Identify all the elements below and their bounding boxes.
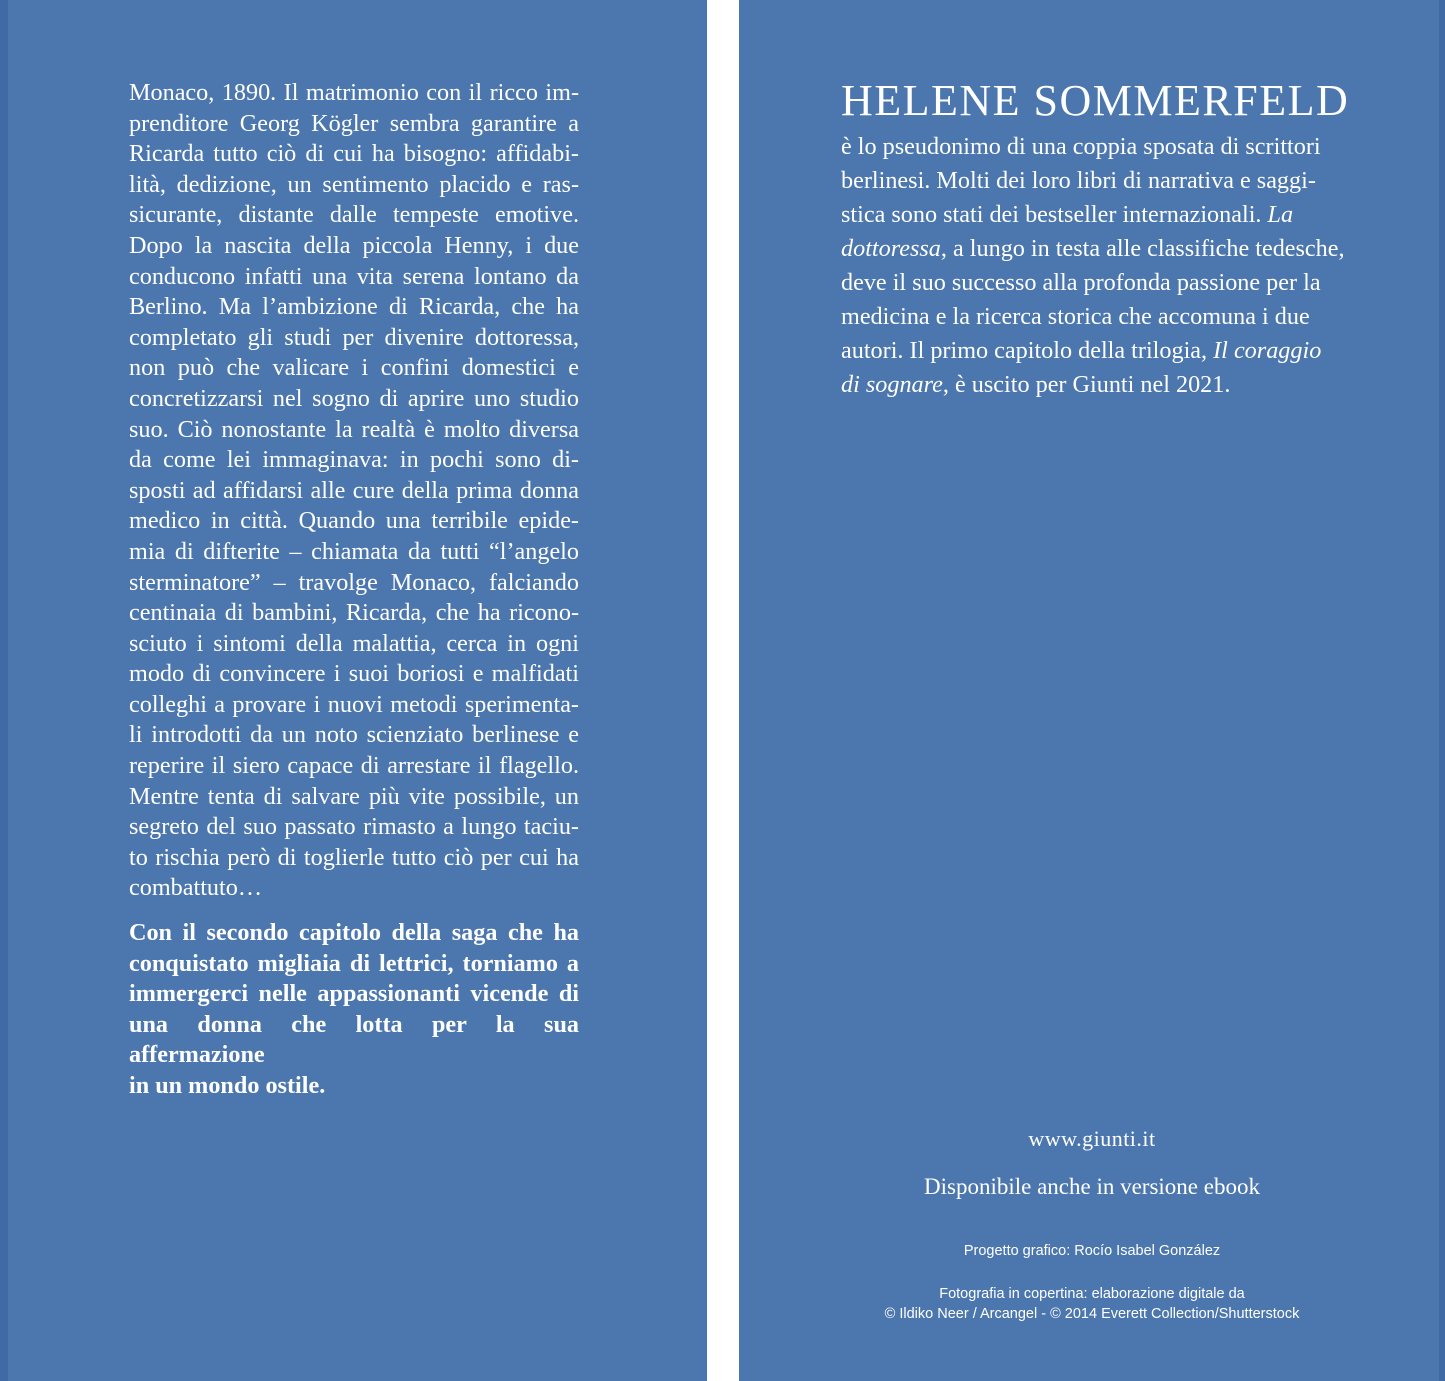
synopsis-line: suo. Ciò nonostante la realtà è molto diversa (129, 415, 579, 443)
synopsis-line: Dopo la nascita della piccola Henny, i due (129, 231, 579, 259)
synopsis-line: sciuto i sintomi della malattia, cerca in ogni (129, 629, 579, 657)
synopsis-line: concretizzarsi nel sogno di aprire uno studio (129, 384, 579, 412)
synopsis-line: da come lei immaginava: in pochi sono di- (129, 446, 579, 474)
bio-text: è lo pseudonimo di una coppia sposata di scrittori berlinesi. Molti dei loro libri di narrativa e saggistica sono stati dei bestseller internazionali. (841, 133, 1321, 228)
synopsis-line: Mentre tenta di salvare più vite possibile, un (129, 782, 579, 810)
synopsis-line: non può che valicare i confini domestici e (129, 354, 579, 382)
synopsis-line: segreto del suo passato rimasto a lungo taciu- (129, 813, 579, 841)
synopsis-text (129, 78, 579, 904)
cover-edge (0, 0, 8, 1381)
synopsis-line: combattuto… (129, 874, 263, 902)
synopsis-line: modo di convincere i suoi boriosi e malfidati (129, 660, 579, 688)
author-name: HELENE SOMMERFELD (841, 76, 1350, 125)
tagline-line: conquistato migliaia di lettrici, torniamo a (129, 949, 579, 977)
synopsis-line: reperire il siero capace di arrestare il flagello. (129, 752, 579, 780)
photo-credit-line: © Ildiko Neer / Arcangel - © 2014 Everett Collection/Shutterstock (884, 1306, 1300, 1322)
book-title: La dottoressa (841, 201, 1294, 262)
synopsis-line: conducono infatti una vita serena lontano da (129, 262, 579, 290)
synopsis-line: colleghi a provare i nuovi metodi sperimenta- (129, 690, 579, 718)
tagline-line: immergerci nelle appassionanti vicende di (129, 980, 579, 1008)
synopsis-line: lità, dedizione, un sentimento placido e ras- (129, 170, 579, 198)
bio-text: , è uscito per Giunti nel 2021. (942, 371, 1231, 398)
synopsis-line: prenditore Georg Kögler sembra garantire a (129, 109, 579, 137)
synopsis-line: centinaia di bambini, Ricarda, che ha ricono- (129, 599, 579, 627)
synopsis-line: to rischia però di toglierle tutto ciò per cui ha (129, 843, 579, 871)
tagline-line: in un mondo ostile. (129, 1071, 326, 1099)
bio-text: , a lungo in testa alle classifiche tedesche, deve il suo successo alla profonda passione per la medicina e la ricerca storica che accomuna i due autori. Il primo capitolo della trilogia, (841, 235, 1345, 364)
back-cover-flap (0, 0, 707, 1381)
synopsis-line: li introdotti da un noto scienziato berlinese e (129, 721, 579, 749)
synopsis-line: completato gli studi per divenire dottoressa, (129, 323, 579, 351)
photo-credit-line: Fotografia in copertina: elaborazione digitale da (939, 1286, 1245, 1302)
synopsis-line: Monaco, 1890. Il matrimonio con il ricco im- (129, 79, 579, 106)
author-bio (841, 130, 1346, 402)
tagline-line: Con il secondo capitolo della saga che ha (129, 919, 579, 946)
synopsis-line: Berlino. Ma l’ambizione di Ricarda, che ha (129, 293, 579, 321)
synopsis-line: sposti ad affidarsi alle cure della prima donna (129, 476, 579, 504)
photo-credit (739, 1284, 1445, 1324)
ebook-note: Disponibile anche in versione ebook (924, 1174, 1260, 1199)
synopsis-line: sterminatore” – travolge Monaco, falciando (129, 568, 579, 596)
book-title: Il coraggio di sognare (841, 337, 1322, 398)
synopsis-line: mia di difterite – chiamata da tutti “l’angelo (129, 537, 579, 565)
synopsis-line: sicurante, distante dalle tempeste emotive. (129, 201, 579, 229)
tagline-line: una donna che lotta per la sua affermazione (129, 1010, 579, 1069)
tagline-text (129, 918, 579, 1102)
design-credit: Progetto grafico: Rocío Isabel González (963, 1243, 1221, 1259)
synopsis-line: Ricarda tutto ciò di cui ha bisogno: affidabi- (129, 140, 579, 168)
synopsis-line: medico in città. Quando una terribile epide- (129, 507, 579, 535)
author-flap (739, 0, 1445, 1381)
publisher-website: www.giunti.it (1028, 1126, 1156, 1151)
